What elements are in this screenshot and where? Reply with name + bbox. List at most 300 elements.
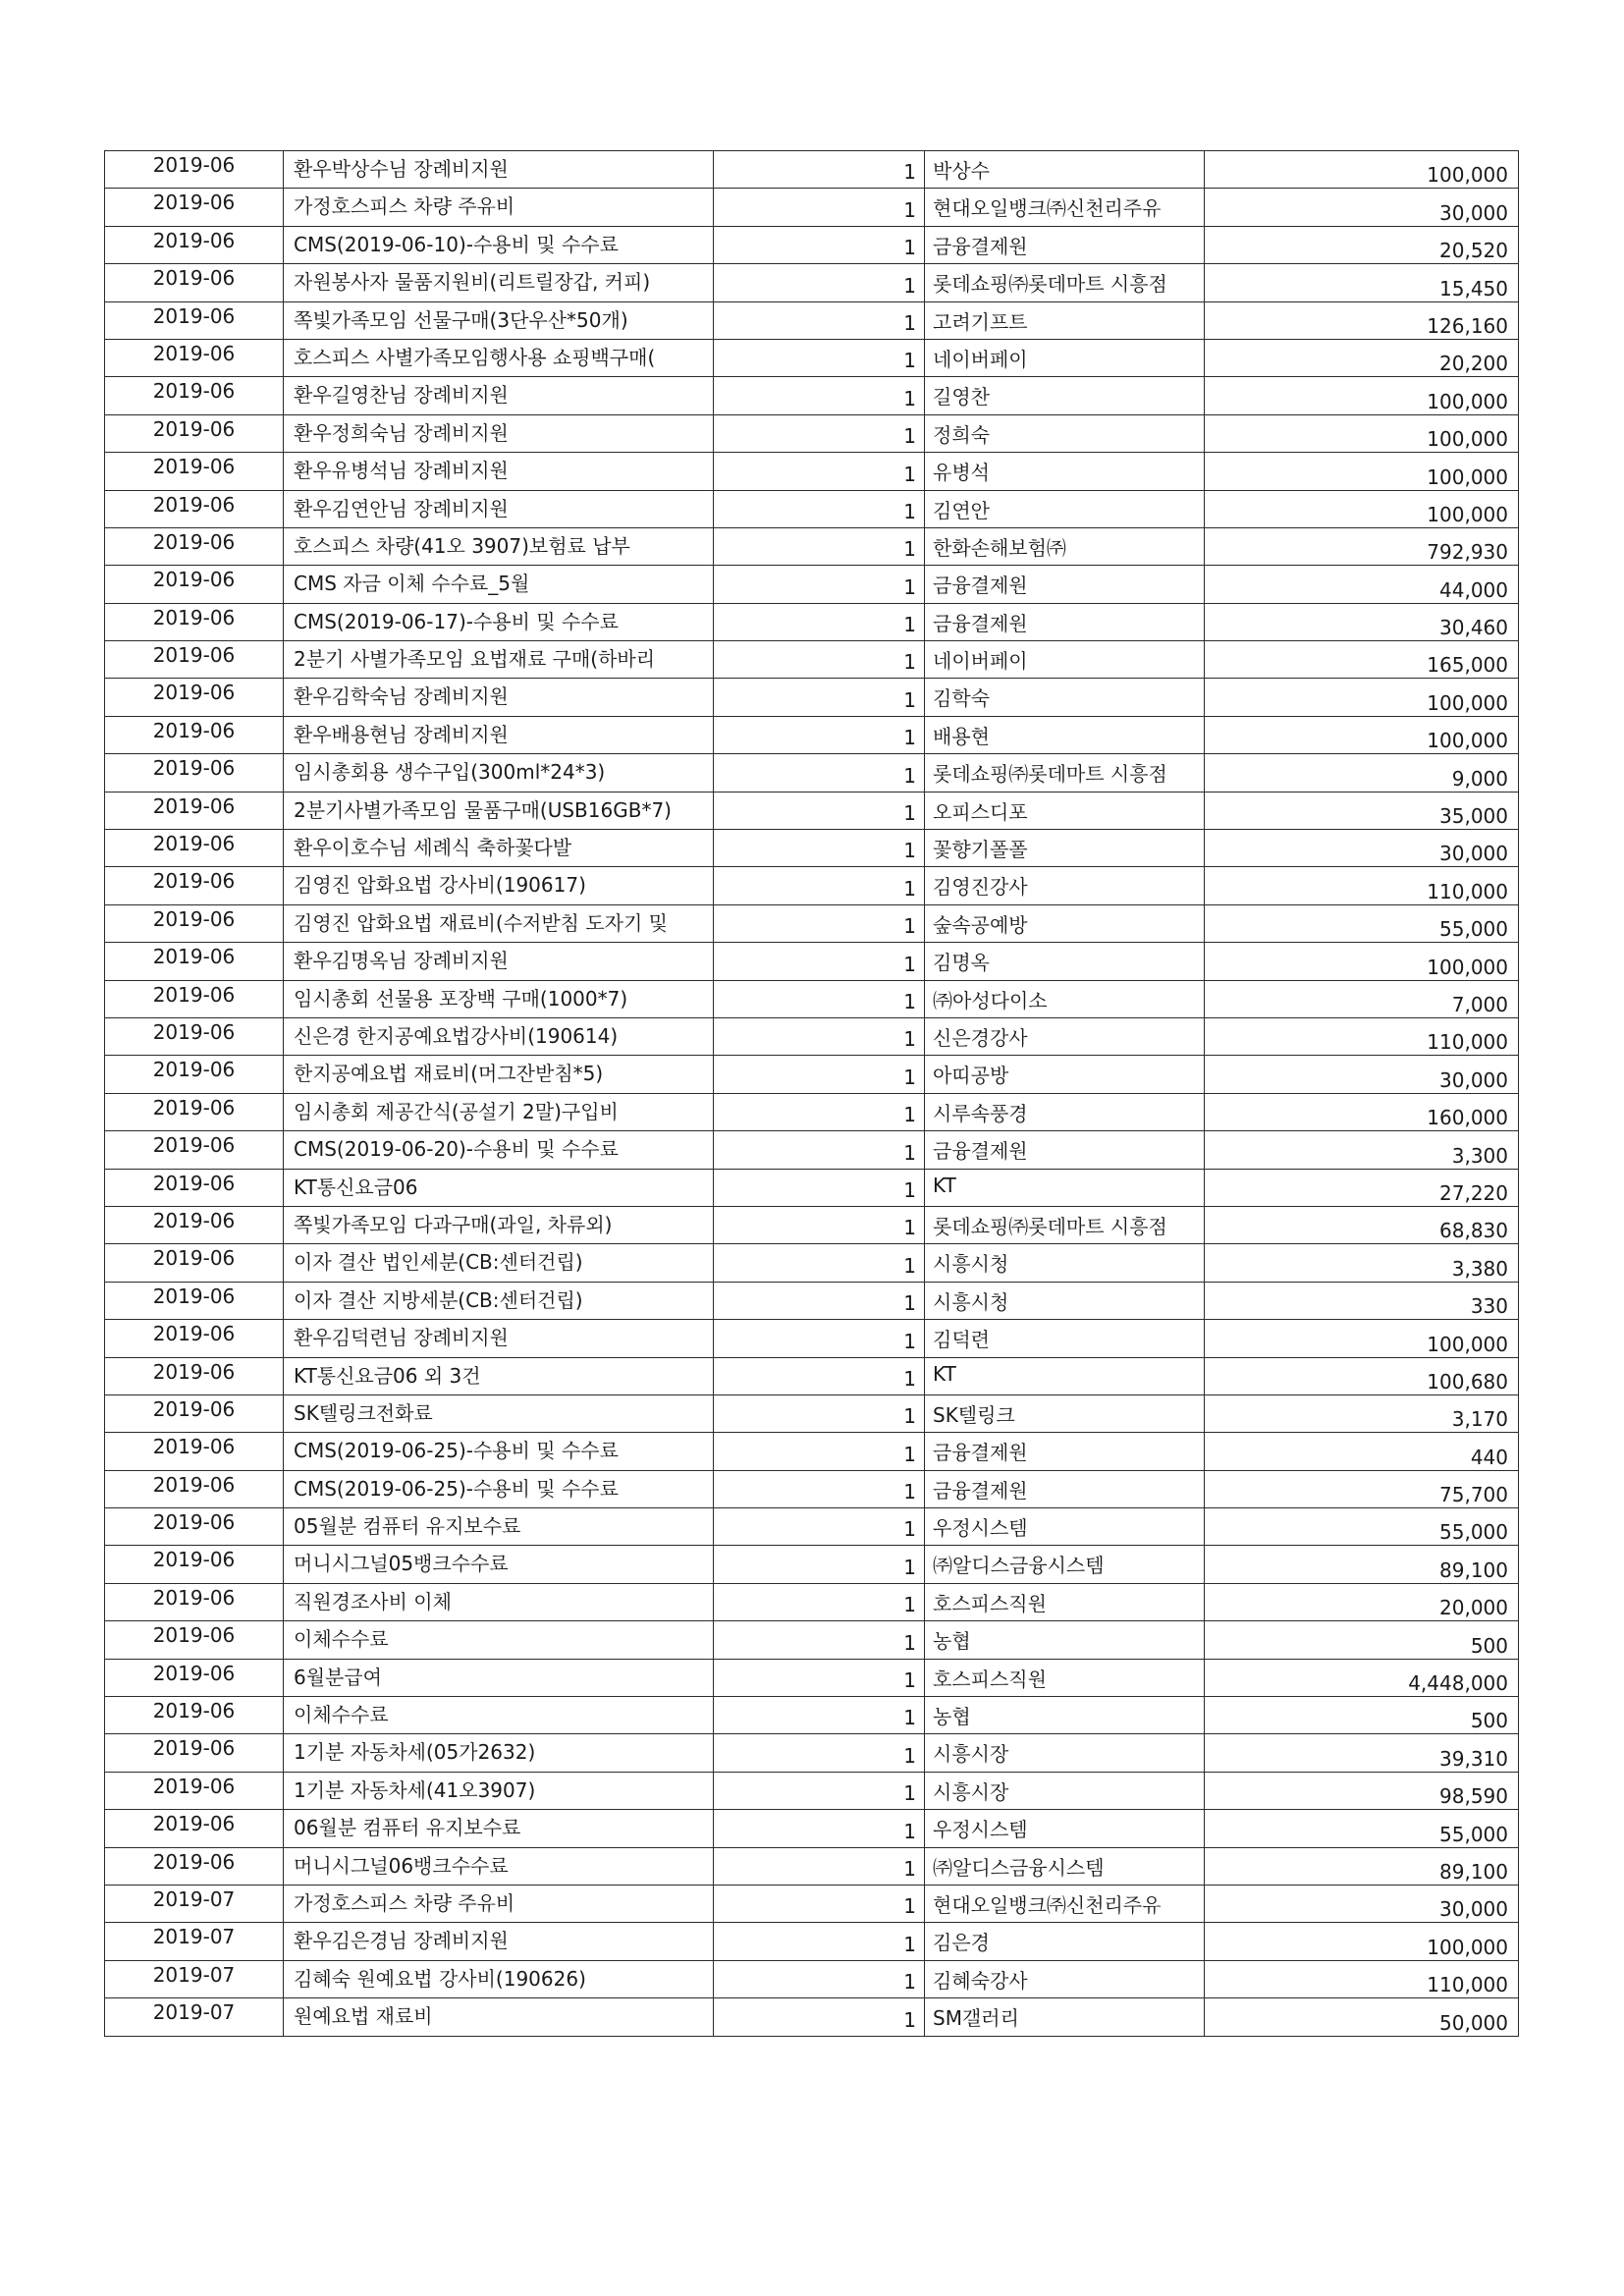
description-cell: 환우김학숙님 장례비지원 [284,679,714,716]
table-row [105,1433,1519,1470]
description-cell: 1기분 자동차세(05가2632) [284,1734,714,1772]
description-cell: 이체수수료 [284,1621,714,1659]
amount-cell: 100,000 [1205,943,1519,980]
vendor-cell: 숲속공예방 [925,904,1205,942]
description-cell: 환우김은경님 장례비지원 [284,1923,714,1960]
vendor-cell: 오피스디포 [925,792,1205,829]
date-cell: 2019-07 [105,1923,284,1960]
description-cell: KT통신요금06 외 3건 [284,1357,714,1394]
amount-cell: 75,700 [1205,1470,1519,1507]
description-cell: 이자 결산 법인세분(CB:센터건립) [284,1244,714,1282]
description-cell: 호스피스 사별가족모임행사용 쇼핑백구매( [284,339,714,376]
quantity-cell: 1 [714,1244,925,1282]
amount-cell: 100,000 [1205,1923,1519,1960]
vendor-cell: 꽃향기폴폴 [925,830,1205,867]
description-cell: 이체수수료 [284,1697,714,1734]
vendor-cell: 우정시스템 [925,1810,1205,1847]
vendor-cell: 롯데쇼핑㈜롯데마트 시흥점 [925,754,1205,792]
quantity-cell: 1 [714,1659,925,1696]
description-cell: 환우배용현님 장례비지원 [284,716,714,753]
description-cell: CMS(2019-06-25)-수용비 및 수수료 [284,1433,714,1470]
amount-cell: 30,000 [1205,1885,1519,1922]
table-row [105,1734,1519,1772]
date-cell: 2019-06 [105,1772,284,1809]
amount-cell: 126,160 [1205,301,1519,339]
amount-cell: 100,000 [1205,414,1519,452]
vendor-cell: 시흥시장 [925,1734,1205,1772]
quantity-cell: 1 [714,1470,925,1507]
table-row [105,566,1519,603]
date-cell: 2019-06 [105,1056,284,1093]
amount-cell: 9,000 [1205,754,1519,792]
vendor-cell: 네이버페이 [925,339,1205,376]
date-cell: 2019-06 [105,904,284,942]
date-cell: 2019-06 [105,716,284,753]
vendor-cell: SM갤러리 [925,1998,1205,2036]
amount-cell: 160,000 [1205,1093,1519,1130]
quantity-cell: 1 [714,1056,925,1093]
amount-cell: 792,930 [1205,527,1519,565]
table-row [105,1960,1519,1997]
description-cell: 임시총회 선물용 포장백 구매(1000*7) [284,980,714,1017]
vendor-cell: 김명옥 [925,943,1205,980]
quantity-cell: 1 [714,679,925,716]
date-cell: 2019-06 [105,1357,284,1394]
table-row [105,830,1519,867]
vendor-cell: 김은경 [925,1923,1205,1960]
amount-cell: 3,170 [1205,1394,1519,1432]
quantity-cell: 1 [714,641,925,679]
quantity-cell: 1 [714,1206,925,1243]
amount-cell: 4,448,000 [1205,1659,1519,1696]
vendor-cell: SK텔링크 [925,1394,1205,1432]
table-row [105,527,1519,565]
table-row [105,867,1519,904]
date-cell: 2019-06 [105,339,284,376]
amount-cell: 100,000 [1205,453,1519,490]
description-cell: CMS(2019-06-17)-수용비 및 수수료 [284,603,714,640]
date-cell: 2019-06 [105,1206,284,1243]
date-cell: 2019-06 [105,453,284,490]
amount-cell: 30,000 [1205,189,1519,226]
vendor-cell: 배용현 [925,716,1205,753]
amount-cell: 35,000 [1205,792,1519,829]
quantity-cell: 1 [714,943,925,980]
vendor-cell: 시흥시청 [925,1244,1205,1282]
description-cell: 06월분 컴퓨터 유지보수료 [284,1810,714,1847]
vendor-cell: 금융결제원 [925,226,1205,263]
quantity-cell: 1 [714,1508,925,1546]
description-cell: 머니시그널06뱅크수수료 [284,1847,714,1885]
table-row [105,1697,1519,1734]
date-cell: 2019-06 [105,414,284,452]
quantity-cell: 1 [714,1583,925,1620]
description-cell: 직원경조사비 이체 [284,1583,714,1620]
quantity-cell: 1 [714,1960,925,1997]
table-row [105,1546,1519,1583]
date-cell: 2019-06 [105,1244,284,1282]
description-cell: 환우정희숙님 장례비지원 [284,414,714,452]
date-cell: 2019-07 [105,1998,284,2036]
table-row [105,377,1519,414]
table-row [105,1394,1519,1432]
table-row [105,151,1519,189]
quantity-cell: 1 [714,904,925,942]
vendor-cell: 농협 [925,1621,1205,1659]
vendor-cell: 금융결제원 [925,1131,1205,1169]
vendor-cell: KT [925,1169,1205,1206]
description-cell: 자원봉사자 물품지원비(리트릴장갑, 커피) [284,264,714,301]
quantity-cell: 1 [714,792,925,829]
vendor-cell: 현대오일뱅크㈜신천리주유 [925,1885,1205,1922]
vendor-cell: 김덕련 [925,1320,1205,1357]
date-cell: 2019-06 [105,264,284,301]
quantity-cell: 1 [714,1621,925,1659]
date-cell: 2019-06 [105,679,284,716]
amount-cell: 7,000 [1205,980,1519,1017]
date-cell: 2019-06 [105,1093,284,1130]
date-cell: 2019-06 [105,867,284,904]
description-cell: 가정호스피스 차량 주유비 [284,1885,714,1922]
date-cell: 2019-06 [105,1697,284,1734]
quantity-cell: 1 [714,264,925,301]
quantity-cell: 1 [714,1169,925,1206]
vendor-cell: 한화손해보험㈜ [925,527,1205,565]
table-row [105,641,1519,679]
quantity-cell: 1 [714,1394,925,1432]
quantity-cell: 1 [714,1433,925,1470]
vendor-cell: KT [925,1357,1205,1394]
table-row [105,1847,1519,1885]
vendor-cell: 현대오일뱅크㈜신천리주유 [925,189,1205,226]
quantity-cell: 1 [714,1697,925,1734]
amount-cell: 30,460 [1205,603,1519,640]
description-cell: 환우김덕련님 장례비지원 [284,1320,714,1357]
description-cell: 환우박상수님 장례비지원 [284,151,714,189]
description-cell: 환우김연안님 장례비지원 [284,490,714,527]
quantity-cell: 1 [714,754,925,792]
amount-cell: 100,000 [1205,490,1519,527]
date-cell: 2019-06 [105,1017,284,1055]
date-cell: 2019-06 [105,527,284,565]
quantity-cell: 1 [714,1810,925,1847]
amount-cell: 440 [1205,1433,1519,1470]
amount-cell: 20,000 [1205,1583,1519,1620]
quantity-cell: 1 [714,980,925,1017]
amount-cell: 20,200 [1205,339,1519,376]
amount-cell: 100,000 [1205,716,1519,753]
vendor-cell: ㈜아성다이소 [925,980,1205,1017]
vendor-cell: 금융결제원 [925,566,1205,603]
quantity-cell: 1 [714,1923,925,1960]
vendor-cell: 시흥시장 [925,1772,1205,1809]
quantity-cell: 1 [714,1546,925,1583]
table-row [105,980,1519,1017]
date-cell: 2019-06 [105,1131,284,1169]
description-cell: 머니시그널05뱅크수수료 [284,1546,714,1583]
description-cell: 2분기사별가족모임 물품구매(USB16GB*7) [284,792,714,829]
ledger-table [104,150,1519,2037]
date-cell: 2019-06 [105,189,284,226]
ledger-body [105,151,1519,2037]
description-cell: 환우길영찬님 장례비지원 [284,377,714,414]
amount-cell: 27,220 [1205,1169,1519,1206]
date-cell: 2019-06 [105,226,284,263]
table-row [105,754,1519,792]
quantity-cell: 1 [714,1357,925,1394]
date-cell: 2019-06 [105,1470,284,1507]
description-cell: 가정호스피스 차량 주유비 [284,189,714,226]
amount-cell: 110,000 [1205,867,1519,904]
description-cell: 임시총회 제공간식(공설기 2말)구입비 [284,1093,714,1130]
table-row [105,1093,1519,1130]
description-cell: 이자 결산 지방세분(CB:센터건립) [284,1282,714,1319]
vendor-cell: 롯데쇼핑㈜롯데마트 시흥점 [925,264,1205,301]
vendor-cell: ㈜알디스금융시스템 [925,1847,1205,1885]
description-cell: CMS(2019-06-20)-수용비 및 수수료 [284,1131,714,1169]
description-cell: 6월분급여 [284,1659,714,1696]
quantity-cell: 1 [714,1734,925,1772]
vendor-cell: 정희숙 [925,414,1205,452]
amount-cell: 44,000 [1205,566,1519,603]
vendor-cell: 고려기프트 [925,301,1205,339]
description-cell: 쪽빛가족모임 다과구매(과일, 차류외) [284,1206,714,1243]
table-row [105,1470,1519,1507]
vendor-cell: 금융결제원 [925,1470,1205,1507]
date-cell: 2019-06 [105,1583,284,1620]
vendor-cell: 유병석 [925,453,1205,490]
vendor-cell: 우정시스템 [925,1508,1205,1546]
quantity-cell: 1 [714,1320,925,1357]
amount-cell: 100,000 [1205,377,1519,414]
description-cell: KT통신요금06 [284,1169,714,1206]
quantity-cell: 1 [714,1131,925,1169]
date-cell: 2019-06 [105,980,284,1017]
vendor-cell: 김연안 [925,490,1205,527]
table-row [105,1583,1519,1620]
amount-cell: 110,000 [1205,1960,1519,1997]
quantity-cell: 1 [714,1847,925,1885]
description-cell: 쪽빛가족모임 선물구매(3단우산*50개) [284,301,714,339]
table-row [105,1282,1519,1319]
amount-cell: 330 [1205,1282,1519,1319]
date-cell: 2019-06 [105,1810,284,1847]
amount-cell: 3,380 [1205,1244,1519,1282]
date-cell: 2019-06 [105,943,284,980]
quantity-cell: 1 [714,377,925,414]
amount-cell: 3,300 [1205,1131,1519,1169]
date-cell: 2019-06 [105,566,284,603]
table-row [105,414,1519,452]
description-cell: 김혜숙 원예요법 강사비(190626) [284,1960,714,1997]
date-cell: 2019-07 [105,1885,284,1922]
table-row [105,339,1519,376]
amount-cell: 100,000 [1205,151,1519,189]
vendor-cell: 시루속풍경 [925,1093,1205,1130]
description-cell: 환우유병석님 장례비지원 [284,453,714,490]
amount-cell: 500 [1205,1621,1519,1659]
amount-cell: 110,000 [1205,1017,1519,1055]
quantity-cell: 1 [714,1998,925,2036]
quantity-cell: 1 [714,603,925,640]
vendor-cell: 시흥시청 [925,1282,1205,1319]
table-row [105,1131,1519,1169]
vendor-cell: 아띠공방 [925,1056,1205,1093]
date-cell: 2019-06 [105,641,284,679]
date-cell: 2019-06 [105,1282,284,1319]
table-row [105,679,1519,716]
vendor-cell: 길영찬 [925,377,1205,414]
description-cell: 신은경 한지공예요법강사비(190614) [284,1017,714,1055]
table-row [105,792,1519,829]
table-row [105,1885,1519,1922]
quantity-cell: 1 [714,716,925,753]
table-row [105,1923,1519,1960]
date-cell: 2019-06 [105,830,284,867]
amount-cell: 100,000 [1205,679,1519,716]
description-cell: 원예요법 재료비 [284,1998,714,2036]
amount-cell: 55,000 [1205,1810,1519,1847]
description-cell: CMS 자금 이체 수수료_5월 [284,566,714,603]
vendor-cell: 금융결제원 [925,603,1205,640]
table-row [105,1998,1519,2036]
date-cell: 2019-06 [105,151,284,189]
table-row [105,1017,1519,1055]
description-cell: 1기분 자동차세(41오3907) [284,1772,714,1809]
table-row [105,490,1519,527]
amount-cell: 89,100 [1205,1847,1519,1885]
table-row [105,943,1519,980]
vendor-cell: 롯데쇼핑㈜롯데마트 시흥점 [925,1206,1205,1243]
amount-cell: 500 [1205,1697,1519,1734]
vendor-cell: 박상수 [925,151,1205,189]
description-cell: 한지공예요법 재료비(머그잔받침*5) [284,1056,714,1093]
date-cell: 2019-06 [105,1320,284,1357]
description-cell: 환우김명옥님 장례비지원 [284,943,714,980]
table-row [105,1810,1519,1847]
vendor-cell: 김학숙 [925,679,1205,716]
quantity-cell: 1 [714,830,925,867]
table-row [105,1056,1519,1093]
quantity-cell: 1 [714,1772,925,1809]
table-row [105,1621,1519,1659]
table-row [105,264,1519,301]
amount-cell: 55,000 [1205,1508,1519,1546]
amount-cell: 15,450 [1205,264,1519,301]
table-row [105,1508,1519,1546]
date-cell: 2019-06 [105,792,284,829]
date-cell: 2019-06 [105,301,284,339]
quantity-cell: 1 [714,301,925,339]
date-cell: 2019-06 [105,1433,284,1470]
vendor-cell: 호스피스직원 [925,1659,1205,1696]
quantity-cell: 1 [714,1282,925,1319]
date-cell: 2019-06 [105,1546,284,1583]
amount-cell: 165,000 [1205,641,1519,679]
table-row [105,226,1519,263]
vendor-cell: ㈜알디스금융시스템 [925,1546,1205,1583]
date-cell: 2019-06 [105,1659,284,1696]
description-cell: 임시총회용 생수구입(300ml*24*3) [284,754,714,792]
vendor-cell: 호스피스직원 [925,1583,1205,1620]
vendor-cell: 농협 [925,1697,1205,1734]
description-cell: 환우이호수님 세례식 축하꽃다발 [284,830,714,867]
amount-cell: 20,520 [1205,226,1519,263]
description-cell: 05월분 컴퓨터 유지보수료 [284,1508,714,1546]
amount-cell: 30,000 [1205,830,1519,867]
table-row [105,301,1519,339]
table-row [105,1659,1519,1696]
date-cell: 2019-06 [105,754,284,792]
amount-cell: 50,000 [1205,1998,1519,2036]
table-row [105,1244,1519,1282]
table-row [105,716,1519,753]
quantity-cell: 1 [714,414,925,452]
vendor-cell: 금융결제원 [925,1433,1205,1470]
amount-cell: 89,100 [1205,1546,1519,1583]
date-cell: 2019-06 [105,1169,284,1206]
table-row [105,453,1519,490]
vendor-cell: 네이버페이 [925,641,1205,679]
quantity-cell: 1 [714,189,925,226]
table-row [105,1169,1519,1206]
description-cell: 김영진 압화요법 재료비(수저받침 도자기 및 [284,904,714,942]
date-cell: 2019-06 [105,377,284,414]
amount-cell: 100,680 [1205,1357,1519,1394]
table-row [105,904,1519,942]
amount-cell: 68,830 [1205,1206,1519,1243]
quantity-cell: 1 [714,151,925,189]
vendor-cell: 김혜숙강사 [925,1960,1205,1997]
description-cell: 김영진 압화요법 강사비(190617) [284,867,714,904]
description-cell: CMS(2019-06-10)-수용비 및 수수료 [284,226,714,263]
quantity-cell: 1 [714,566,925,603]
description-cell: 2분기 사별가족모임 요법재료 구매(하바리 [284,641,714,679]
quantity-cell: 1 [714,867,925,904]
amount-cell: 100,000 [1205,1320,1519,1357]
vendor-cell: 신은경강사 [925,1017,1205,1055]
date-cell: 2019-06 [105,1621,284,1659]
date-cell: 2019-06 [105,1734,284,1772]
date-cell: 2019-06 [105,490,284,527]
date-cell: 2019-06 [105,603,284,640]
quantity-cell: 1 [714,490,925,527]
date-cell: 2019-06 [105,1394,284,1432]
quantity-cell: 1 [714,226,925,263]
description-cell: SK텔링크전화료 [284,1394,714,1432]
description-cell: CMS(2019-06-25)-수용비 및 수수료 [284,1470,714,1507]
quantity-cell: 1 [714,1093,925,1130]
table-row [105,603,1519,640]
quantity-cell: 1 [714,339,925,376]
amount-cell: 30,000 [1205,1056,1519,1093]
vendor-cell: 김영진강사 [925,867,1205,904]
quantity-cell: 1 [714,1885,925,1922]
quantity-cell: 1 [714,453,925,490]
amount-cell: 98,590 [1205,1772,1519,1809]
table-row [105,1320,1519,1357]
amount-cell: 55,000 [1205,904,1519,942]
amount-cell: 39,310 [1205,1734,1519,1772]
table-row [105,189,1519,226]
description-cell: 호스피스 차량(41오 3907)보험료 납부 [284,527,714,565]
table-row [105,1357,1519,1394]
table-row [105,1772,1519,1809]
date-cell: 2019-06 [105,1847,284,1885]
quantity-cell: 1 [714,527,925,565]
date-cell: 2019-06 [105,1508,284,1546]
quantity-cell: 1 [714,1017,925,1055]
